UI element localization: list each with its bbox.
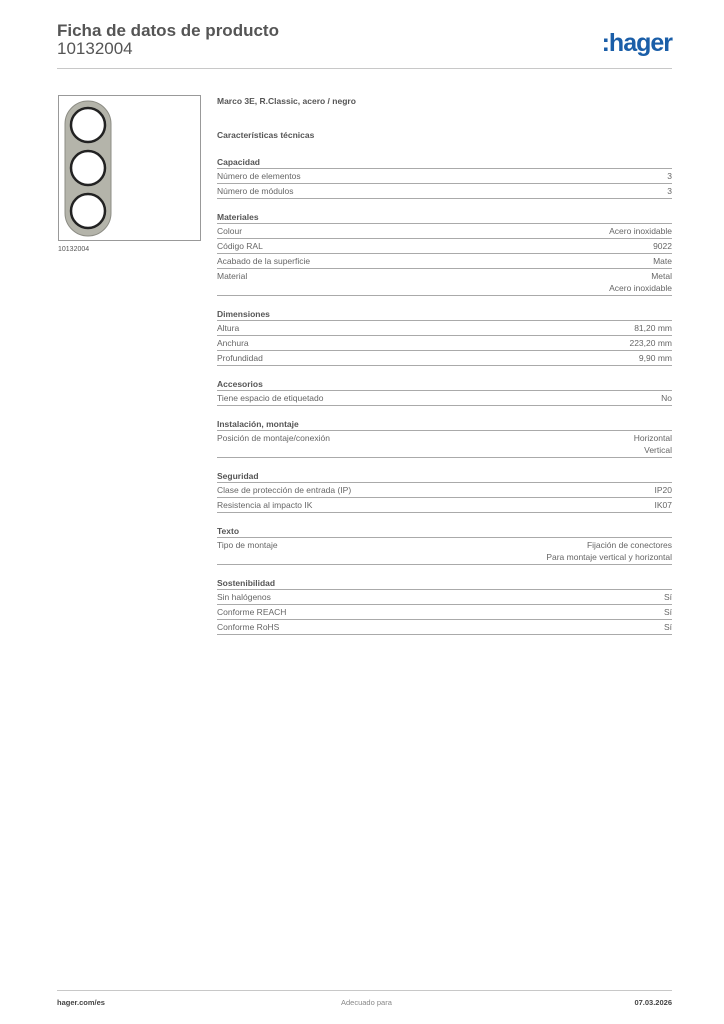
page-title: Ficha de datos de producto <box>57 21 279 40</box>
section-title: Materiales <box>217 210 672 224</box>
spec-value <box>664 621 672 633</box>
spec-row <box>217 239 672 254</box>
spec-row <box>217 351 672 366</box>
spec-value <box>629 337 672 349</box>
spec-section <box>217 469 672 513</box>
section-title: Dimensiones <box>217 307 672 321</box>
section-title: Seguridad <box>217 469 672 483</box>
spec-value-line: Horizontal <box>633 433 672 443</box>
spec-value <box>667 185 672 197</box>
spec-value-line: Sí <box>663 622 672 632</box>
spec-value-line: No <box>661 393 672 403</box>
footer-middle: Adecuado para <box>341 998 392 1007</box>
spec-row <box>217 590 672 605</box>
product-image <box>58 95 201 241</box>
spec-row <box>217 336 672 351</box>
spec-label: Resistencia al impacto IK <box>217 500 313 510</box>
spec-section <box>217 307 672 366</box>
spec-value <box>653 255 672 267</box>
spec-value-line: Mate <box>653 256 672 266</box>
spec-row <box>217 184 672 199</box>
spec-label: Tipo de montaje <box>217 540 278 550</box>
spec-label: Anchura <box>217 338 249 348</box>
spec-value <box>664 591 672 603</box>
spec-value-line: Para montaje vertical y horizontal <box>546 552 672 562</box>
section-title: Accesorios <box>217 377 672 391</box>
spec-row <box>217 538 672 565</box>
tech-heading: Características técnicas <box>217 130 315 140</box>
spec-label: Altura <box>217 323 240 333</box>
section-title: Sostenibilidad <box>217 576 672 590</box>
spec-label: Profundidad <box>217 353 263 363</box>
spec-row <box>217 169 672 184</box>
spec-value-line: 3 <box>667 186 672 196</box>
spec-value-line: Sí <box>663 592 672 602</box>
spec-row <box>217 431 672 458</box>
spec-value-line: Acero inoxidable <box>609 226 672 236</box>
spec-row <box>217 498 672 513</box>
spec-value <box>664 606 672 618</box>
spec-label: Conforme RoHS <box>217 622 280 632</box>
spec-value <box>634 432 672 456</box>
spec-row <box>217 605 672 620</box>
spec-section <box>217 155 672 199</box>
spec-section <box>217 377 672 406</box>
spec-row <box>217 254 672 269</box>
spec-value-line: 223,20 mm <box>629 338 672 348</box>
footer-site-link[interactable]: hager.com/es <box>57 998 105 1007</box>
spec-section <box>217 417 672 458</box>
spec-label: Colour <box>217 226 243 236</box>
spec-row <box>217 483 672 498</box>
spec-value-line: Acero inoxidable <box>609 283 672 293</box>
spec-section <box>217 524 672 565</box>
spec-label: Material <box>217 271 248 281</box>
spec-section <box>217 576 672 635</box>
spec-value-line: Fijación de conectores <box>586 540 672 550</box>
spec-label: Número de elementos <box>217 171 301 181</box>
spec-label: Posición de montaje/conexión <box>217 433 330 443</box>
section-title: Instalación, montaje <box>217 417 672 431</box>
spec-value-line: IP20 <box>654 485 672 495</box>
spec-content <box>217 96 672 635</box>
spec-value <box>667 170 672 182</box>
spec-row <box>217 391 672 406</box>
spec-row <box>217 224 672 239</box>
spec-value-line: 81,20 mm <box>634 323 672 333</box>
spec-row <box>217 620 672 635</box>
spec-value <box>546 539 672 563</box>
spec-value <box>639 352 672 364</box>
spec-label: Código RAL <box>217 241 263 251</box>
spec-value-line: Sí <box>663 607 672 617</box>
spec-value-line: Vertical <box>644 445 672 455</box>
spec-value-line: 9022 <box>653 241 672 251</box>
spec-label: Clase de protección de entrada (IP) <box>217 485 352 495</box>
section-title: Capacidad <box>217 155 672 169</box>
spec-value-line: Metal <box>651 271 672 281</box>
spec-value <box>653 240 672 252</box>
product-code: 10132004 <box>57 39 133 58</box>
spec-value <box>609 225 672 237</box>
spec-value <box>609 270 672 294</box>
spec-label: Tiene espacio de etiquetado <box>217 393 324 403</box>
spec-label: Número de módulos <box>217 186 294 196</box>
spec-label: Conforme REACH <box>217 607 287 617</box>
spec-value <box>655 499 673 511</box>
section-title: Texto <box>217 524 672 538</box>
hager-logo: :hager <box>601 29 672 57</box>
spec-row <box>217 321 672 336</box>
spec-value-line: IK07 <box>654 500 672 510</box>
footer-divider <box>57 990 672 991</box>
spec-value <box>634 322 672 334</box>
spec-value-line: 3 <box>667 171 672 181</box>
spec-value <box>655 484 673 496</box>
product-name: Marco 3E, R.Classic, acero / negro <box>217 96 356 106</box>
spec-row <box>217 269 672 296</box>
header-divider <box>57 68 672 69</box>
image-caption: 10132004 <box>58 246 90 253</box>
spec-section <box>217 210 672 296</box>
spec-value-line: 9,90 mm <box>638 353 672 363</box>
spec-value <box>661 392 672 404</box>
footer-date: 07.03.2026 <box>634 998 672 1007</box>
spec-label: Sin halógenos <box>217 592 271 602</box>
spec-label: Acabado de la superficie <box>217 256 311 266</box>
